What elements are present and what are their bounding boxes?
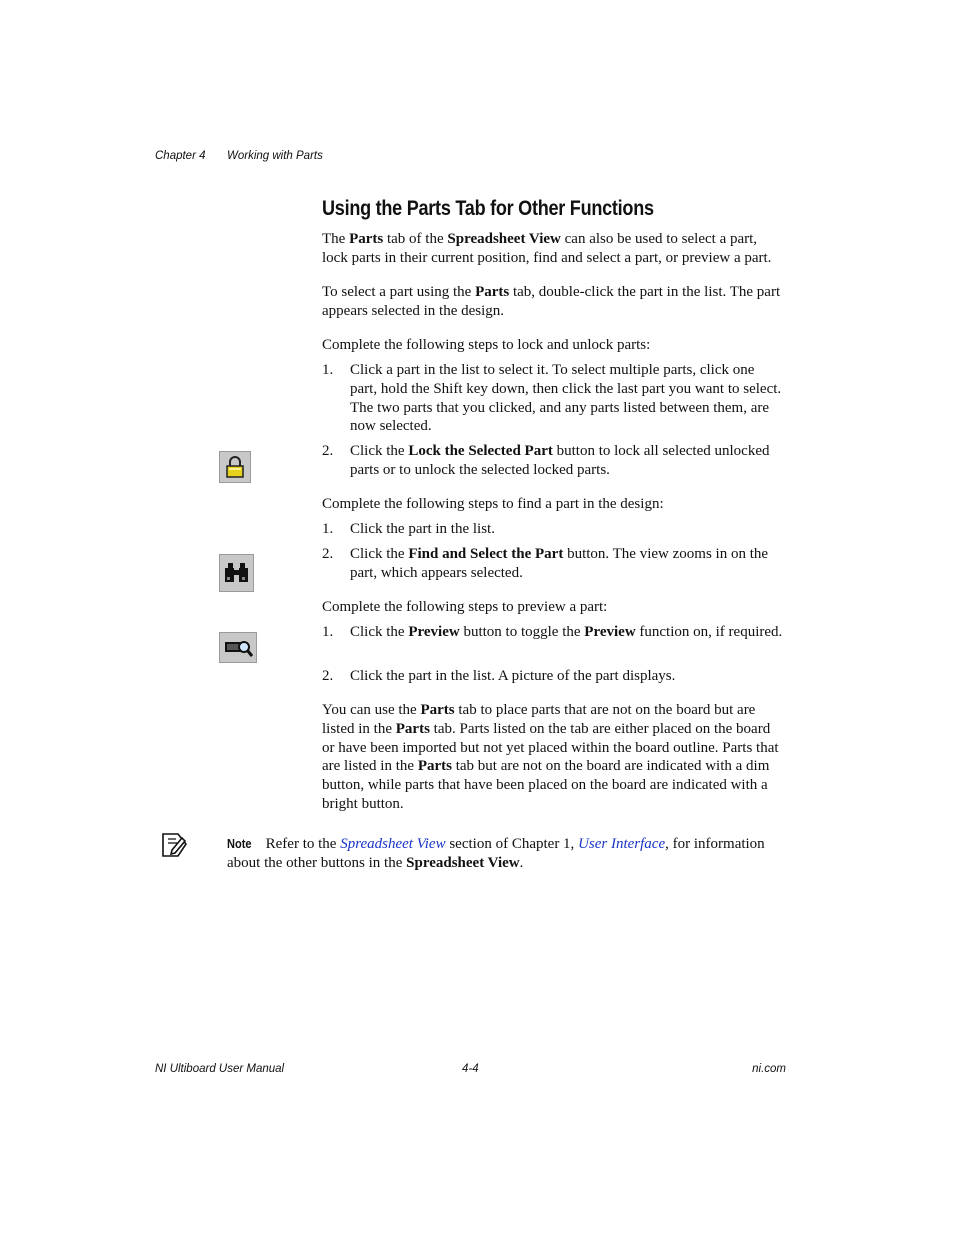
note-icon	[160, 830, 190, 860]
footer-page-number: 4-4	[462, 1063, 479, 1075]
footer-manual-title: NI Ultiboard User Manual	[155, 1063, 285, 1075]
preview-step-1	[322, 623, 784, 642]
intro-paragraph: The Parts tab of the Spreadsheet View can also be used to select a part, lock parts in their current position, find and select a part, or preview a part.	[322, 231, 772, 266]
find-step-2	[322, 545, 784, 583]
link-user-interface[interactable]: User Interface	[578, 836, 666, 852]
step-text: Click the part in the list.	[350, 521, 495, 537]
find-step-1	[322, 520, 784, 539]
link-spreadsheet-view[interactable]: Spreadsheet View	[340, 836, 446, 852]
note-label: Note	[227, 836, 252, 851]
binoculars-icon	[219, 554, 254, 592]
find-intro: Complete the following steps to find a part in the design:	[322, 496, 664, 512]
select-paragraph: To select a part using the Parts tab, double-click the part in the list. The part appears selected in the design.	[322, 284, 781, 319]
lock-step-1	[322, 361, 784, 436]
step-text: Click a part in the list to select it. To select multiple parts, click one part, hold the Shift key down, then click the last part you want to select. The two parts that you clicked, and any parts listed between them, are now selected.	[350, 362, 782, 435]
step-text: Click the Preview button to toggle the Preview function on, if required.	[350, 624, 783, 640]
section-title: Using the Parts Tab for Other Functions	[322, 197, 654, 220]
step-number: 2.	[322, 668, 334, 684]
preview-icon	[219, 632, 257, 663]
lock-intro: Complete the following steps to lock and unlock parts:	[322, 337, 651, 353]
step-number: 2.	[322, 443, 334, 459]
lock-step-2	[322, 442, 784, 480]
preview-step-2	[322, 667, 784, 686]
step-number: 1.	[322, 521, 334, 537]
step-number: 2.	[322, 546, 334, 562]
footer-website: ni.com	[752, 1063, 786, 1075]
step-number: 1.	[322, 362, 334, 378]
note-paragraph: Note Refer to the Spreadsheet View section of Chapter 1, User Interface, for information about the other buttons in the Spreadsheet View.	[227, 836, 765, 871]
step-number: 1.	[322, 624, 334, 640]
running-header-section: Working with Parts	[227, 150, 323, 162]
step-text: Click the Lock the Selected Part button to lock all selected unlocked parts or to unlock the selected locked parts.	[350, 443, 770, 478]
place-paragraph: You can use the Parts tab to place parts that are not on the board but are listed in the Parts tab. Parts listed on the tab are either placed on the board or have been imported but not yet placed within the board outline. Parts that are listed in the Parts tab but are not on the board are indicated with a dim button, while parts that have been placed on the board are indicated with a bright button.	[322, 702, 779, 812]
running-header-chapter: Chapter 4	[155, 150, 206, 162]
lock-icon	[219, 451, 251, 483]
step-text: Click the part in the list. A picture of the part displays.	[350, 668, 676, 684]
step-text: Click the Find and Select the Part button. The view zooms in on the part, which appears selected.	[350, 546, 769, 581]
preview-intro: Complete the following steps to preview a part:	[322, 599, 608, 615]
